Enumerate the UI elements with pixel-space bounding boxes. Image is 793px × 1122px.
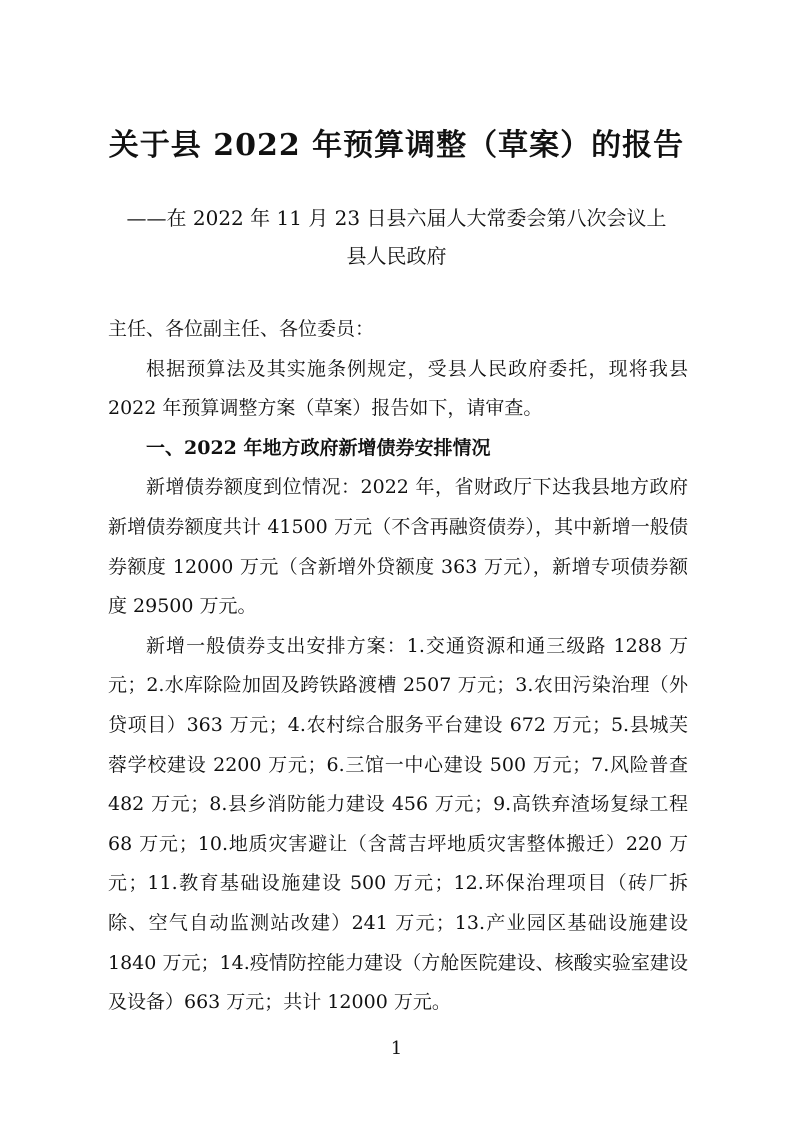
salutation: 主任、各位副主任、各位委员：: [108, 318, 375, 340]
page-number: 1: [390, 1038, 403, 1059]
section-heading: 一、2022 年地方政府新增债券安排情况: [146, 436, 491, 459]
document-title: 关于县 2022 年预算调整（草案）的报告: [108, 128, 685, 163]
bond-quota-paragraph: 新增债券额度到位情况：2022 年，省财政厅下达我县地方政府新增债券额度共计 41500 万元（不含再融资债券），其中新增一般债券额度 12000 万元（含新增外贷额度 363 万元），新增专项债券额度 29500 万元。: [108, 476, 688, 618]
document-body: [108, 310, 688, 1023]
intro-paragraph: 根据预算法及其实施条例规定，受县人民政府委托，现将我县 2022 年预算调整方案（草案）报告如下，请审查。: [108, 357, 688, 420]
general-bond-plan-paragraph: 新增一般债券支出安排方案：1.交通资源和通三级路 1288 万元；2.水库除险加固及跨铁路渡槽 2507 万元；3.农田污染治理（外贷项目）363 万元；4.农村综合服务平台建设 672 万元；5.县城芙蓉学校建设 2200 万元；6.三馆一中心建设 500 万元；7.风险普查 482 万元；8.县乡消防能力建设 456 万元；9.高铁弃渣场复绿工程 68 万元；10.地质灾害避让（含蒿吉坪地质灾害整体搬迁）220 万元；11.教育基础设施建设 500 万元；12.环保治理项目（砖厂拆除、空气自动监测站改建）241 万元；13.产业园区基础设施建设 1840 万元；14.疫情防控能力建设（方舱医院建设、核酸实验室建设及设备）663 万元；共计 12000 万元。: [108, 634, 688, 1014]
issuing-organization: 县人民政府: [346, 244, 447, 268]
document-subtitle: ——在 2022 年 11 月 23 日县六届人大常委会第八次会议上: [126, 206, 667, 230]
